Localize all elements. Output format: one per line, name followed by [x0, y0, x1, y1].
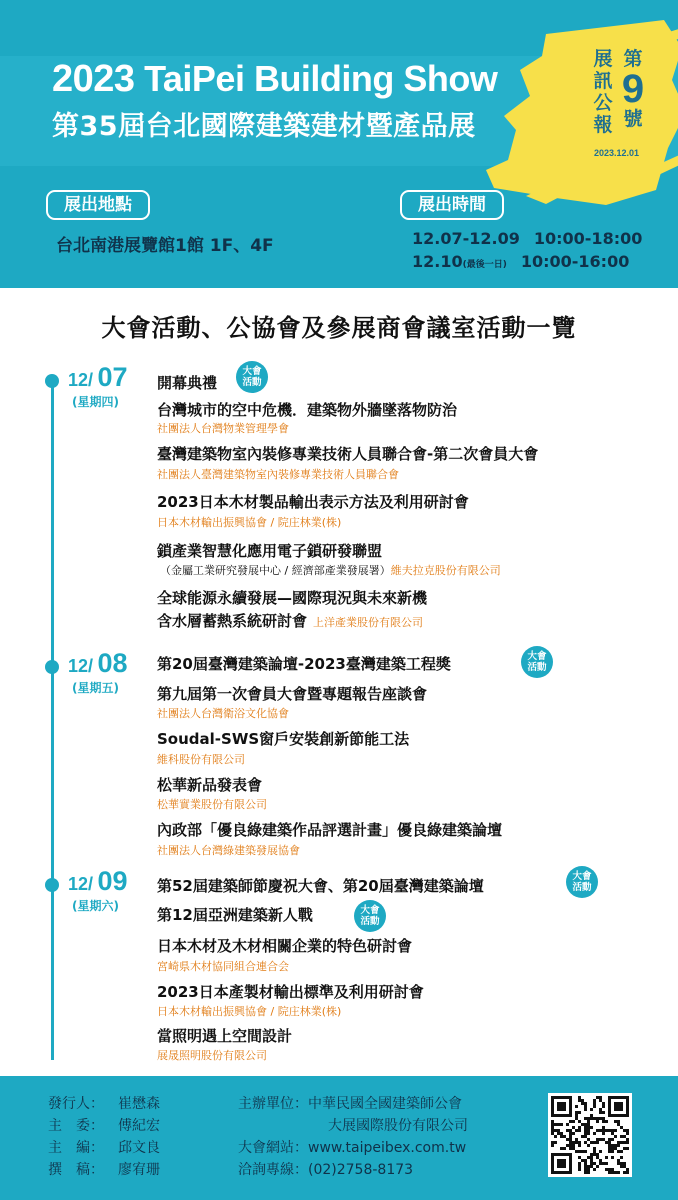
event-title: 第九屆第一次會員大會暨專題報告座談會 — [157, 685, 428, 703]
event-organizer: 社團法人台灣物業管理學會 — [157, 422, 289, 435]
issue-number — [618, 48, 648, 130]
event-title: 2023日本產製材輸出標準及利用研討會 — [157, 983, 424, 1001]
event-title: 第12屆亞洲建築新人戰 — [157, 906, 313, 924]
phone-line — [238, 1160, 413, 1180]
timeline-dot — [45, 374, 59, 388]
qr-code-icon — [551, 1096, 629, 1174]
host-org: 中華民國全國建築師公會 — [308, 1096, 462, 1112]
date-month: 12/ — [68, 370, 94, 390]
event-subline — [160, 564, 501, 578]
date-day: 09 — [97, 866, 128, 896]
phone-label: 洽詢專線： — [238, 1162, 308, 1178]
event-title: 內政部「優良綠建築作品評選計畫」優良綠建築論壇 — [157, 821, 503, 839]
event-organizer: 松華實業股份有限公司 — [157, 798, 267, 811]
event-title-line2: 含水層蓄熱系統研討會 — [157, 612, 308, 630]
badge-text: 活動 — [360, 916, 380, 927]
credit-name: 邱文良 — [118, 1140, 160, 1156]
header-banner — [0, 0, 678, 288]
date-month: 12/ — [68, 874, 94, 894]
event-title: 全球能源永續發展—國際現況與未來新機 — [157, 589, 428, 607]
event-title: 第20屆臺灣建築論壇-2023臺灣建築工程獎 — [157, 655, 451, 673]
time-row — [412, 252, 629, 271]
date-month: 12/ — [68, 656, 94, 676]
event-badge — [354, 900, 386, 932]
event-title — [157, 611, 423, 633]
event-organizer: 社團法人臺灣建築物室內裝修專業技術人員聯合會 — [157, 468, 399, 481]
event-organizer: 維夫拉克股份有限公司 — [390, 564, 501, 577]
credit-role: 發行人： — [48, 1096, 104, 1112]
title-year: 2023 — [52, 58, 135, 100]
weekday-label: (星期六) — [72, 899, 119, 913]
title-english — [52, 58, 497, 101]
badge-text: 活動 — [242, 377, 262, 388]
yellow-brush-decoration — [486, 20, 678, 205]
timeline-dot — [45, 660, 59, 674]
badge-text: 大會 — [242, 366, 262, 377]
qr-code[interactable] — [548, 1093, 632, 1177]
time-row — [412, 229, 642, 248]
event-title: 第52屆建築師節慶祝大會、第20屆臺灣建築論壇 — [157, 877, 484, 895]
date-day: 08 — [97, 648, 128, 678]
weekday-label: (星期五) — [72, 681, 119, 695]
event-organizer: 宮崎県木材協同組合連合会 — [157, 960, 289, 973]
issue-hao: 號 — [623, 108, 643, 130]
website-line — [238, 1138, 466, 1158]
credit-name: 傅紀宏 — [118, 1118, 160, 1134]
badge-text: 大會 — [527, 651, 547, 662]
panel-title: 大會活動、公協會及參展商會議室活動一覽 — [101, 314, 577, 342]
event-title: Soudal-SWS窗戶安裝創新節能工法 — [157, 730, 410, 748]
location-pill: 展出地點 — [46, 190, 150, 220]
credit-name: 崔懋森 — [118, 1096, 160, 1112]
event-badge — [566, 866, 598, 898]
event-organizer: 維科股份有限公司 — [157, 753, 245, 766]
website-label: 大會網站： — [238, 1140, 308, 1156]
footer — [0, 1076, 678, 1200]
event-title: 台灣城市的空中危機．建築物外牆墜落物防治 — [157, 401, 458, 419]
event-title: 臺灣建築物室內裝修專業技術人員聯合會-第二次會員大會 — [157, 445, 539, 463]
time-dates: 12.10 — [412, 252, 463, 271]
date-label — [68, 648, 128, 679]
badge-text: 大會 — [360, 905, 380, 916]
event-title: 當照明遇上空間設計 — [157, 1027, 293, 1045]
event-organizer: 社團法人台灣綠建築發展協會 — [157, 844, 300, 857]
credit-role: 主 委： — [48, 1118, 104, 1134]
date-label — [68, 362, 128, 393]
time-pill: 展出時間 — [400, 190, 504, 220]
website-link[interactable]: www.taipeibex.com.tw — [308, 1140, 467, 1156]
issue-num: 9 — [621, 67, 645, 111]
timeline-dot — [45, 878, 59, 892]
host-label: 主辦單位： — [238, 1096, 308, 1112]
activity-panel — [0, 288, 678, 1076]
credit-role: 主 編： — [48, 1140, 104, 1156]
date-label — [68, 866, 128, 897]
title-en-text: TaiPei Building Show — [144, 58, 498, 99]
issue-di: 第 — [623, 48, 643, 70]
badge-text: 活動 — [572, 882, 592, 893]
issue-label: 展訊公報 — [593, 48, 613, 136]
venue-text: 台北南港展覽館1館 1F、4F — [56, 236, 274, 256]
credit-line — [48, 1116, 160, 1136]
event-badge — [236, 361, 268, 393]
credit-role: 撰 稿： — [48, 1162, 104, 1178]
time-hours: 10:00-18:00 — [533, 229, 643, 248]
credit-line — [48, 1094, 160, 1114]
phone-number: (02)2758-8173 — [308, 1162, 414, 1178]
event-organizer: 社團法人台灣衛浴文化協會 — [157, 707, 289, 720]
date-day: 07 — [97, 362, 128, 392]
event-title: 松華新品發表會 — [157, 776, 263, 794]
time-dates: 12.07-12.09 — [412, 229, 520, 248]
badge-text: 活動 — [527, 662, 547, 673]
issue-date: 2023.12.01 — [594, 148, 640, 158]
event-organizer: 日本木材輸出振興協會 / 院庄林業(株) — [157, 1005, 342, 1018]
credit-name: 廖宥珊 — [118, 1162, 160, 1178]
event-title: 日本木材及木材相關企業的特色研討會 — [157, 937, 413, 955]
time-note: (最後一日) — [462, 260, 507, 270]
credit-line — [48, 1138, 160, 1158]
host-line: 大展國際股份有限公司 — [328, 1118, 468, 1134]
timeline-line — [51, 380, 54, 1060]
event-organizer: 日本木材輸出振興協會 / 院庄林業(株) — [157, 516, 342, 529]
host-line — [238, 1094, 462, 1114]
event-organizer: 上洋產業股份有限公司 — [313, 616, 424, 629]
event-title: 2023日本木材製品輸出表示方法及利用研討會 — [157, 493, 469, 511]
event-coorganizer: （金屬工業研究發展中心 / 經濟部產業發展署） — [160, 564, 391, 577]
badge-text: 大會 — [572, 871, 592, 882]
title-chinese: 第35屆台北國際建築建材暨產品展 — [52, 111, 476, 142]
event-title: 鎖產業智慧化應用電子鎖研發聯盟 — [157, 542, 383, 560]
event-badge — [521, 646, 553, 678]
weekday-label: (星期四) — [72, 395, 119, 409]
credit-line — [48, 1160, 160, 1180]
event-organizer: 展晟照明股份有限公司 — [157, 1049, 267, 1062]
time-hours: 10:00-16:00 — [520, 252, 630, 271]
event-title: 開幕典禮 — [157, 374, 218, 392]
